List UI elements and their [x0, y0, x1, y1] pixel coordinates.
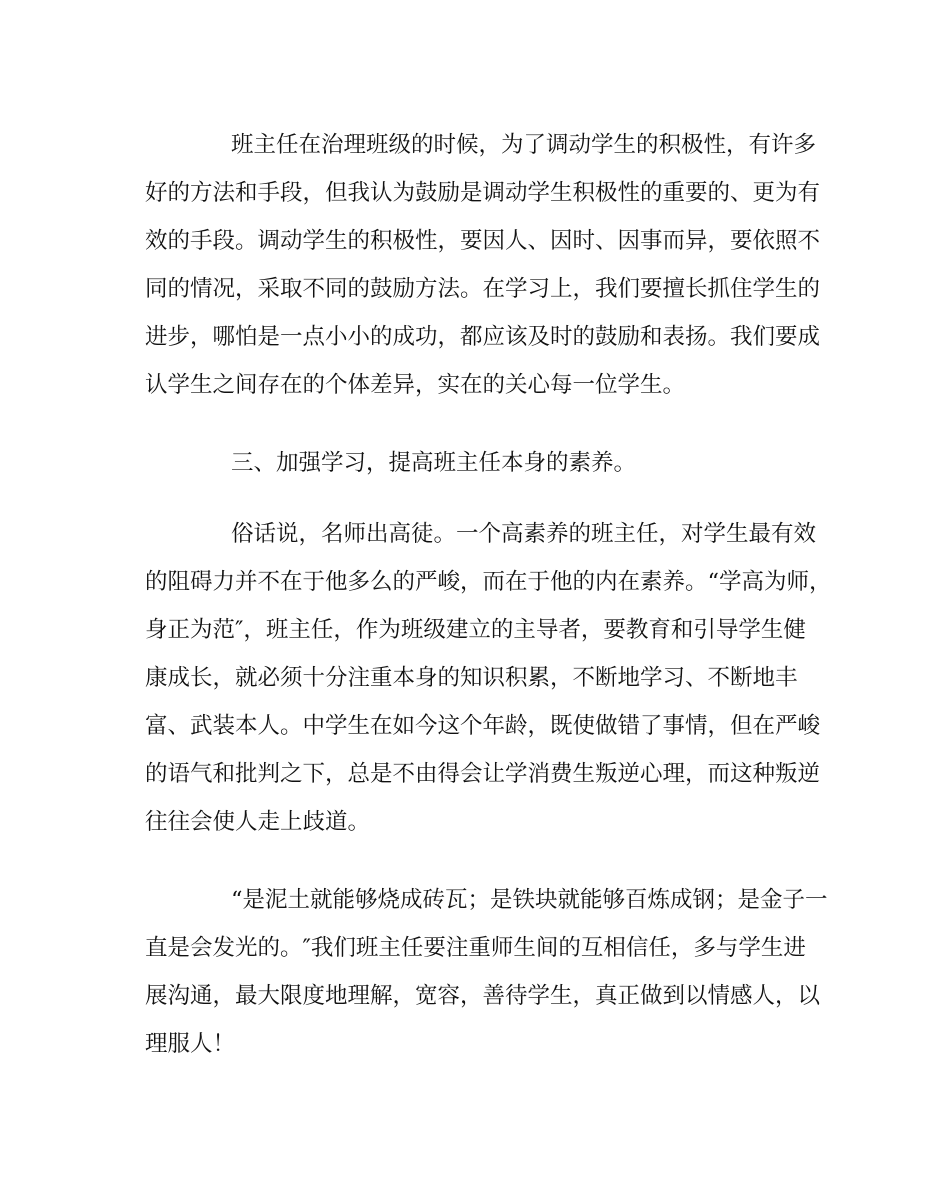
- text-line: 往往会使人走上歧道。: [145, 809, 371, 835]
- text-line: 直是会发光的。″我们班主任要注重师生间的互相信任，多与学生进: [145, 935, 806, 961]
- text-line: 认学生之间存在的个体差异，实在的关心每一位学生。: [145, 372, 686, 398]
- text-line: 身正为范″，班主任，作为班级建立的主导者，要教育和引导学生健: [145, 617, 806, 643]
- text-line: 好的方法和手段，但我认为鼓励是调动学生积极性的重要的、更为有: [145, 180, 821, 206]
- text-line: 同的情况，采取不同的鼓励方法。在学习上，我们要擅长抓住学生的: [145, 276, 821, 302]
- text-line: 班主任在治理班级的时候，为了调动学生的积极性，有许多: [231, 132, 817, 158]
- text-line: 展沟通，最大限度地理解，宽容，善待学生，真正做到以情感人，以: [145, 983, 821, 1009]
- text-line: 俗话说，名师出高徒。一个高素养的班主任，对学生最有效: [231, 521, 817, 547]
- text-line: “是泥土就能够烧成砖瓦；是铁块就能够百炼成钢；是金子一: [231, 887, 828, 913]
- heading-line: 三、加强学习，提高班主任本身的素养。: [231, 450, 637, 476]
- text-line: 的语气和批判之下，总是不由得会让学消费生叛逆心理，而这种叛逆: [145, 761, 821, 787]
- text-line: 进步，哪怕是一点小小的成功，都应该及时的鼓励和表扬。我们要成: [145, 324, 821, 350]
- text-line: 富、武装本人。中学生在如今这个年龄，既使做错了事情，但在严峻: [145, 713, 821, 739]
- text-line: 康成长，就必须十分注重本身的知识积累，不断地学习、不断地丰: [145, 665, 798, 691]
- text-line: 理服人！: [145, 1031, 236, 1057]
- text-line: 的阻碍力并不在于他多么的严峻，而在于他的内在素养。“学高为师，: [145, 569, 832, 595]
- text-line: 效的手段。调动学生的积极性，要因人、因时、因事而异，要依照不: [145, 228, 821, 254]
